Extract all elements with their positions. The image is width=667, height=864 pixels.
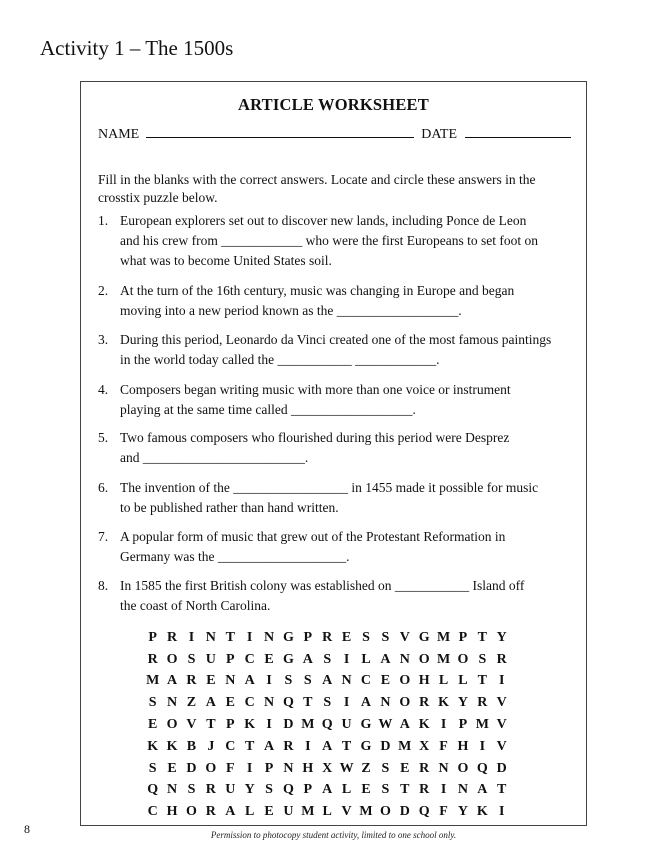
question-number: 5. — [98, 430, 109, 445]
puzzle-letter[interactable]: D — [380, 738, 391, 754]
question-line: Two famous composers who flourished during this period were Desprez — [120, 430, 510, 445]
question-7 — [98, 527, 568, 567]
question-line: to be published rather than hand written. — [120, 500, 339, 515]
puzzle-letter[interactable]: K — [166, 738, 178, 754]
puzzle-letter[interactable]: K — [438, 695, 449, 711]
puzzle-letter[interactable]: T — [400, 782, 410, 798]
puzzle-letter[interactable]: L — [458, 673, 468, 689]
puzzle-letter[interactable]: T — [303, 695, 313, 711]
question-line: in the world today called the ___________ ____________. — [120, 352, 440, 367]
question-line: The invention of the _________________ in 1455 made it possible for music — [120, 480, 539, 495]
puzzle-letter[interactable]: K — [244, 717, 256, 733]
question-line: and ________________________. — [120, 450, 309, 465]
puzzle-letter[interactable]: R — [496, 651, 507, 667]
puzzle-letter[interactable]: Y — [244, 782, 255, 798]
puzzle-letter[interactable]: S — [323, 695, 332, 711]
puzzle-letter[interactable]: G — [282, 651, 294, 667]
puzzle-letter[interactable]: I — [266, 717, 272, 733]
puzzle-letter[interactable]: A — [380, 651, 391, 667]
question-line: and his crew from ____________ who were the first Europeans to set foot on — [120, 233, 539, 248]
puzzle-letter[interactable]: K — [476, 804, 488, 820]
puzzle-letter[interactable]: S — [381, 782, 390, 798]
puzzle-letter[interactable]: Y — [457, 804, 468, 820]
puzzle-letter[interactable]: R — [205, 804, 216, 820]
puzzle-letter[interactable]: A — [322, 782, 333, 798]
puzzle-letter[interactable]: E — [264, 651, 274, 667]
puzzle-letter[interactable]: Z — [186, 695, 197, 711]
puzzle-letter[interactable]: O — [457, 760, 469, 776]
question-3 — [98, 330, 568, 370]
puzzle-letter[interactable]: N — [225, 673, 236, 689]
puzzle-letter[interactable]: R — [419, 782, 430, 798]
puzzle-letter[interactable]: D — [399, 804, 410, 820]
puzzle-letter[interactable]: I — [343, 695, 350, 711]
puzzle-letter[interactable]: S — [284, 673, 293, 689]
question-line: moving into a new period known as the __________________. — [120, 303, 462, 318]
puzzle-letter[interactable]: R — [167, 629, 178, 645]
puzzle-letter[interactable]: V — [186, 717, 197, 733]
puzzle-letter[interactable]: L — [438, 673, 449, 689]
puzzle-letter[interactable]: E — [225, 695, 235, 711]
puzzle-letter[interactable]: L — [322, 804, 332, 820]
puzzle-letter[interactable]: V — [496, 717, 507, 733]
question-line: the coast of North Carolina. — [120, 598, 271, 613]
puzzle-letter[interactable]: D — [283, 717, 294, 733]
question-text — [120, 211, 568, 271]
question-line: A popular form of music that grew out of the Protestant Reformation in — [120, 529, 506, 544]
activity-title: Activity 1 – The 1500s — [40, 36, 234, 60]
puzzle-letter[interactable]: J — [207, 738, 215, 754]
puzzle-letter[interactable]: N — [399, 651, 410, 667]
puzzle-letter[interactable]: P — [264, 760, 274, 776]
puzzle-letter[interactable]: O — [457, 651, 469, 667]
question-number: 6. — [98, 480, 109, 495]
puzzle-letter[interactable]: N — [438, 760, 449, 776]
puzzle-row — [143, 736, 511, 758]
puzzle-letter[interactable]: R — [147, 651, 158, 667]
puzzle-letter[interactable]: S — [187, 782, 196, 798]
puzzle-letter[interactable]: V — [496, 738, 507, 754]
puzzle-letter[interactable]: I — [343, 651, 350, 667]
puzzle-letter[interactable]: A — [322, 738, 333, 754]
puzzle-letter[interactable]: S — [478, 651, 487, 667]
puzzle-letter[interactable]: O — [166, 717, 178, 733]
question-line: playing at the same time called __________________. — [120, 402, 416, 417]
puzzle-row — [143, 758, 511, 780]
puzzle-letter[interactable]: C — [244, 695, 255, 711]
puzzle-letter[interactable]: T — [477, 629, 487, 645]
instructions: Fill in the blanks with the correct answers. Locate and circle these answers in the crosstix puzzle below. — [98, 172, 536, 205]
puzzle-letter[interactable]: N — [457, 782, 468, 798]
puzzle-letter[interactable]: P — [458, 629, 468, 645]
puzzle-letter[interactable]: A — [167, 673, 178, 689]
puzzle-letter[interactable]: A — [477, 782, 488, 798]
question-2 — [98, 281, 568, 321]
puzzle-letter[interactable]: S — [362, 629, 370, 645]
puzzle-letter[interactable]: I — [440, 717, 447, 733]
question-8 — [98, 576, 568, 616]
puzzle-row — [143, 649, 511, 671]
puzzle-letter[interactable]: L — [341, 782, 352, 798]
puzzle-letter[interactable]: V — [341, 804, 352, 820]
puzzle-letter[interactable]: R — [322, 629, 333, 645]
puzzle-letter[interactable]: M — [436, 651, 451, 667]
puzzle-letter[interactable]: I — [266, 673, 272, 689]
puzzle-row — [143, 801, 511, 823]
puzzle-letter[interactable]: F — [439, 738, 448, 754]
date-label: DATE — [421, 127, 458, 142]
question-text — [120, 380, 568, 420]
puzzle-letter[interactable]: D — [496, 760, 507, 776]
puzzle-letter[interactable]: E — [148, 717, 158, 733]
puzzle-letter[interactable]: M — [146, 673, 160, 689]
puzzle-letter[interactable]: T — [206, 717, 216, 733]
puzzle-letter[interactable]: F — [439, 804, 448, 820]
puzzle-letter[interactable]: I — [479, 738, 486, 754]
puzzle-letter[interactable]: P — [225, 717, 235, 733]
puzzle-letter[interactable]: G — [360, 717, 372, 733]
puzzle-letter[interactable]: N — [283, 760, 294, 776]
puzzle-letter[interactable]: R — [477, 695, 488, 711]
puzzle-row — [143, 780, 511, 802]
puzzle-letter[interactable]: Z — [361, 760, 371, 776]
puzzle-letter[interactable]: M — [359, 804, 373, 820]
puzzle-letter[interactable]: Q — [476, 760, 488, 776]
puzzle-letter[interactable]: S — [148, 760, 157, 776]
question-text — [120, 527, 568, 567]
puzzle-letter[interactable]: O — [166, 651, 178, 667]
question-5 — [98, 428, 568, 468]
puzzle-letter[interactable]: A — [360, 695, 372, 711]
puzzle-letter[interactable]: P — [458, 717, 468, 733]
permission-footer: Permission to photocopy student activity, limited to one school only. — [210, 830, 457, 840]
puzzle-letter[interactable]: I — [499, 804, 505, 820]
puzzle-letter[interactable]: N — [380, 695, 391, 711]
puzzle-letter[interactable]: O — [186, 804, 197, 820]
puzzle-row — [143, 627, 511, 649]
puzzle-letter[interactable]: Q — [282, 782, 294, 798]
puzzle-letter[interactable]: R — [283, 738, 294, 754]
worksheet-frame — [80, 81, 587, 826]
puzzle-letter[interactable]: E — [400, 760, 410, 776]
puzzle-letter[interactable]: C — [225, 738, 236, 754]
puzzle-letter[interactable]: A — [205, 695, 216, 711]
name-label: NAME — [98, 127, 140, 142]
puzzle-letter[interactable]: S — [381, 760, 390, 776]
question-number: 7. — [98, 529, 109, 544]
question-number: 1. — [98, 213, 109, 228]
puzzle-letter[interactable]: H — [302, 760, 314, 776]
puzzle-letter[interactable]: F — [225, 760, 235, 776]
puzzle-letter[interactable]: Y — [496, 629, 507, 645]
puzzle-letter[interactable]: E — [167, 760, 177, 776]
puzzle-letter[interactable]: V — [496, 695, 507, 711]
question-text — [120, 576, 568, 616]
question-line: Germany was the ___________________. — [120, 549, 350, 564]
puzzle-letter[interactable]: X — [419, 738, 430, 754]
question-text — [120, 428, 568, 468]
question-line: European explorers set out to discover new lands, including Ponce de Leon — [120, 213, 527, 228]
puzzle-letter[interactable]: Q — [418, 804, 430, 820]
puzzle-letter[interactable]: T — [477, 673, 487, 689]
question-1 — [98, 211, 568, 271]
puzzle-letter[interactable]: A — [302, 651, 313, 667]
puzzle-letter[interactable]: S — [148, 695, 157, 711]
question-line: Composers began writing music with more than one voice or instrument — [120, 382, 511, 397]
puzzle-letter[interactable]: E — [264, 804, 274, 820]
puzzle-letter[interactable]: Q — [321, 717, 333, 733]
puzzle-letter[interactable]: N — [205, 629, 216, 645]
puzzle-letter[interactable]: Q — [147, 782, 159, 798]
puzzle-letter[interactable]: C — [244, 651, 255, 667]
puzzle-letter[interactable]: P — [225, 651, 235, 667]
puzzle-letter[interactable]: C — [147, 804, 158, 820]
puzzle-letter[interactable]: S — [265, 782, 273, 798]
puzzle-letter[interactable]: R — [186, 673, 197, 689]
puzzle-letter[interactable]: V — [399, 629, 410, 645]
puzzle-letter[interactable]: O — [399, 695, 411, 711]
puzzle-letter[interactable]: U — [341, 717, 352, 733]
puzzle-letter[interactable]: R — [419, 695, 430, 711]
puzzle-letter[interactable]: K — [418, 717, 430, 733]
puzzle-letter[interactable]: U — [225, 782, 236, 798]
question-text — [120, 281, 568, 321]
puzzle-letter[interactable]: T — [225, 629, 235, 645]
word-search-puzzle — [143, 627, 511, 823]
puzzle-letter[interactable]: M — [301, 804, 315, 820]
puzzle-letter[interactable]: P — [303, 629, 313, 645]
puzzle-letter[interactable]: U — [283, 804, 294, 820]
puzzle-letter[interactable]: N — [341, 673, 352, 689]
puzzle-row — [143, 714, 511, 736]
puzzle-letter[interactable]: T — [244, 738, 255, 754]
puzzle-letter[interactable]: O — [418, 651, 430, 667]
puzzle-letter[interactable]: N — [167, 782, 178, 798]
puzzle-letter[interactable]: I — [246, 629, 253, 645]
question-text — [120, 478, 568, 518]
question-number: 8. — [98, 578, 109, 593]
puzzle-letter[interactable]: I — [188, 629, 195, 645]
puzzle-letter[interactable]: S — [381, 629, 390, 645]
puzzle-letter[interactable]: M — [301, 717, 315, 733]
puzzle-row — [143, 692, 511, 714]
puzzle-letter[interactable]: M — [398, 738, 412, 754]
puzzle-letter[interactable]: E — [206, 673, 216, 689]
puzzle-letter[interactable]: R — [205, 782, 216, 798]
question-4 — [98, 380, 568, 420]
puzzle-letter[interactable]: A — [263, 738, 275, 754]
date-field[interactable] — [465, 126, 571, 138]
puzzle-letter[interactable]: Y — [457, 695, 468, 711]
puzzle-letter[interactable]: H — [418, 673, 430, 689]
puzzle-letter[interactable]: E — [380, 673, 391, 689]
puzzle-row — [143, 671, 511, 693]
puzzle-letter[interactable]: T — [497, 782, 507, 798]
puzzle-letter[interactable]: S — [303, 673, 312, 689]
puzzle-letter[interactable]: A — [399, 717, 410, 733]
question-number: 2. — [98, 283, 109, 298]
puzzle-letter[interactable]: M — [475, 717, 489, 733]
puzzle-letter[interactable]: I — [499, 673, 505, 689]
question-line: At the turn of the 16th century, music was changing in Europe and began — [120, 283, 515, 298]
puzzle-letter[interactable]: E — [341, 629, 352, 645]
worksheet-title: ARTICLE WORKSHEET — [238, 95, 429, 114]
question-number: 4. — [98, 382, 109, 397]
puzzle-letter[interactable]: N — [263, 695, 275, 711]
puzzle-letter[interactable]: C — [360, 673, 372, 689]
puzzle-letter[interactable]: O — [399, 673, 411, 689]
question-line: In 1585 the first British colony was established on ___________ Island off — [120, 578, 525, 593]
puzzle-letter[interactable]: P — [303, 782, 313, 798]
puzzle-letter[interactable]: H — [166, 804, 178, 820]
puzzle-letter[interactable]: I — [440, 782, 447, 798]
page-number: 8 — [24, 822, 30, 836]
puzzle-letter[interactable]: G — [418, 629, 430, 645]
question-line: what was to become United States soil. — [120, 253, 332, 268]
puzzle-letter[interactable]: K — [147, 738, 159, 754]
puzzle-letter[interactable]: G — [282, 629, 294, 645]
question-line: During this period, Leonardo da Vinci created one of the most famous paintings — [120, 332, 552, 347]
puzzle-letter[interactable]: T — [341, 738, 352, 754]
puzzle-letter[interactable]: R — [419, 760, 430, 776]
question-6 — [98, 478, 568, 518]
puzzle-letter[interactable]: A — [322, 673, 333, 689]
puzzle-letter[interactable]: U — [205, 651, 216, 667]
puzzle-letter[interactable]: G — [360, 738, 372, 754]
puzzle-letter[interactable]: S — [187, 651, 196, 667]
question-text — [120, 330, 568, 370]
puzzle-letter[interactable]: M — [436, 629, 451, 645]
puzzle-letter[interactable]: X — [322, 760, 333, 776]
puzzle-letter[interactable]: O — [205, 760, 217, 776]
puzzle-letter[interactable]: A — [244, 673, 255, 689]
name-field[interactable] — [146, 126, 414, 138]
puzzle-letter[interactable]: B — [186, 738, 197, 754]
puzzle-letter[interactable]: Q — [282, 695, 294, 711]
puzzle-letter[interactable]: P — [148, 629, 157, 645]
puzzle-letter[interactable]: S — [323, 651, 332, 667]
puzzle-letter[interactable]: I — [305, 738, 311, 754]
puzzle-letter[interactable]: W — [378, 717, 393, 733]
puzzle-letter[interactable]: H — [457, 738, 469, 754]
puzzle-letter[interactable]: E — [361, 782, 371, 798]
puzzle-letter[interactable]: A — [225, 804, 236, 820]
puzzle-letter[interactable]: L — [244, 804, 255, 820]
name-date-row — [98, 126, 571, 143]
puzzle-letter[interactable]: N — [263, 629, 275, 645]
question-number: 3. — [98, 332, 109, 347]
puzzle-letter[interactable]: D — [186, 760, 197, 776]
puzzle-letter[interactable]: L — [361, 651, 371, 667]
puzzle-letter[interactable]: I — [246, 760, 253, 776]
puzzle-letter[interactable]: W — [339, 760, 354, 776]
puzzle-letter[interactable]: O — [379, 804, 391, 820]
puzzle-letter[interactable]: N — [167, 695, 178, 711]
